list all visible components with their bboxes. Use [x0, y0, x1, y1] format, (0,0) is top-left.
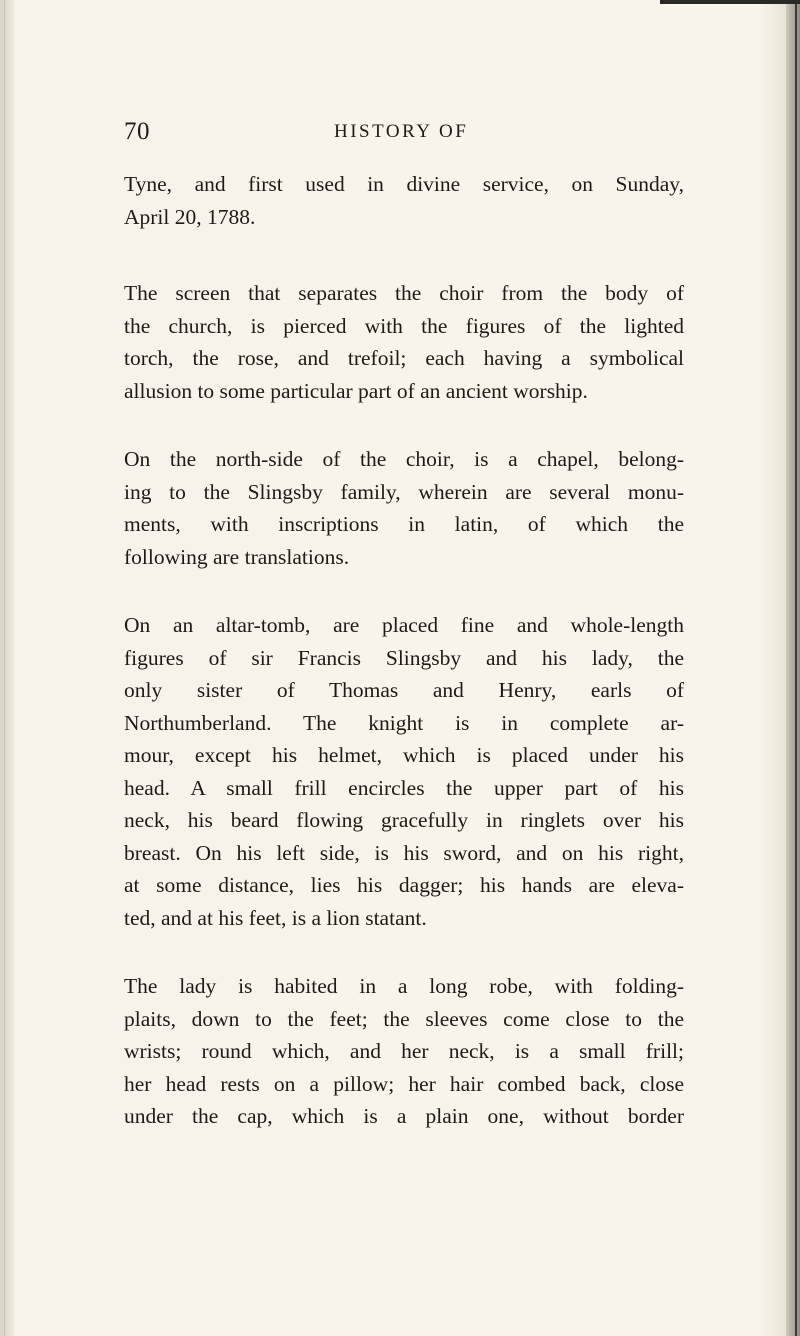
text-line: at some distance, lies his dagger; his hands are eleva- — [124, 873, 684, 897]
paragraph-5 — [124, 970, 684, 1133]
text-line: breast. On his left side, is his sword, and on his right, — [124, 840, 684, 865]
text-line: allusion to some particular part of an ancient worship. — [124, 378, 588, 403]
text-line: ing to the Slingsby family, wherein are several monu- — [124, 479, 684, 504]
text-line: the church, is pierced with the figures of the lighted — [124, 313, 684, 338]
text-line: following are translations. — [124, 544, 350, 569]
paragraph-4 — [124, 609, 684, 934]
text-line: her head rests on a pillow; her hair combed back, close — [124, 1071, 684, 1096]
paragraph-3 — [124, 443, 684, 573]
page-number: 70 — [124, 118, 150, 145]
text-line: figures of sir Francis Slingsby and his lady, the — [124, 645, 684, 670]
text-line: Tyne, and first used in divine service, on Sunday, — [124, 172, 684, 196]
text-line: On the north-side of the choir, is a chapel, belong- — [124, 447, 684, 471]
text-line: only sister of Thomas and Henry, earls of — [124, 678, 684, 702]
text-line: ted, and at his feet, is a lion statant. — [124, 905, 427, 930]
text-line: April 20, 1788. — [124, 204, 256, 229]
text-line: The screen that separates the choir from the body of — [124, 281, 684, 305]
text-line: under the cap, which is a plain one, without border — [124, 1104, 684, 1128]
text-line: The lady is habited in a long robe, with folding- — [124, 974, 684, 998]
text-line: On an altar-tomb, are placed fine and whole-length — [124, 613, 684, 637]
running-title: HISTORY OF — [334, 121, 469, 142]
text-line: mour, except his helmet, which is placed under his — [124, 743, 684, 767]
paragraph-1 — [124, 168, 684, 233]
text-line: plaits, down to the feet; the sleeves come close to the — [124, 1006, 684, 1031]
page-right-edge — [786, 0, 800, 1336]
page-header — [124, 118, 684, 152]
top-edge-mark — [660, 0, 800, 4]
text-line: head. A small frill encircles the upper part of his — [124, 775, 684, 800]
text-line: torch, the rose, and trefoil; each having a symbolical — [124, 346, 684, 370]
paragraph-2 — [124, 277, 684, 407]
text-line: Northumberland. The knight is in complete ar- — [124, 710, 684, 735]
text-line: wrists; round which, and her neck, is a small frill; — [124, 1039, 684, 1063]
body-text — [124, 168, 684, 1169]
text-line: ments, with inscriptions in latin, of which the — [124, 512, 684, 536]
page-left-edge — [0, 0, 14, 1336]
text-line: neck, his beard flowing gracefully in ringlets over his — [124, 808, 684, 832]
